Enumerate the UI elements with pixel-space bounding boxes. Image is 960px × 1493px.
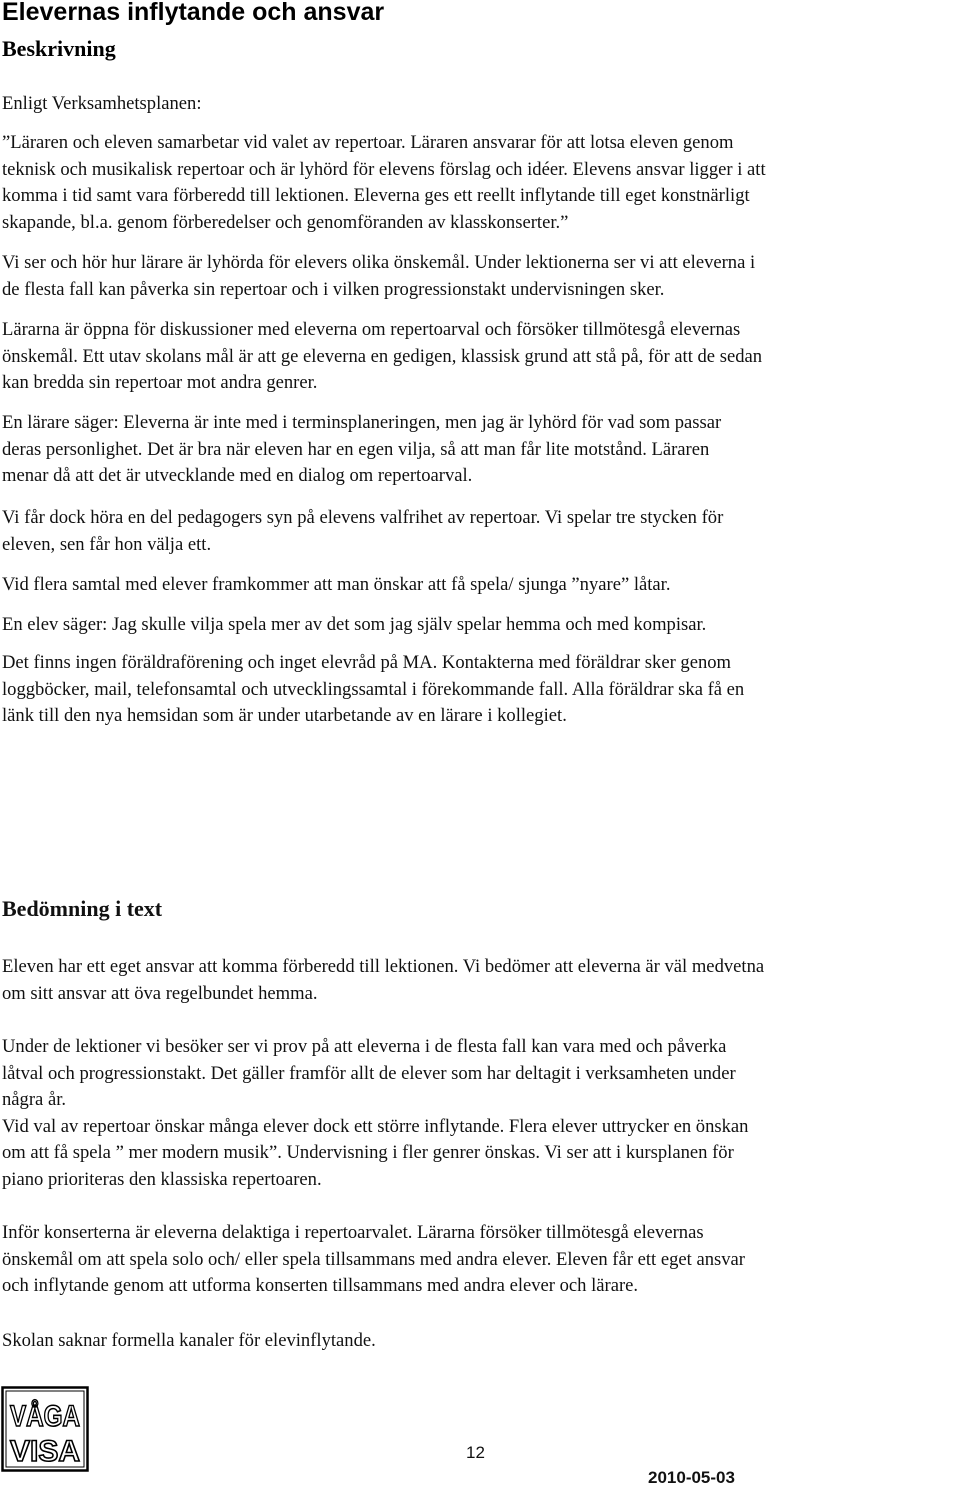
paragraph-student-quote: En elev säger: Jag skulle vilja spela mer av det som jag själv spelar hemma och med kompisar. — [2, 614, 707, 635]
page-title: Elevernas inflytande och ansvar — [2, 0, 385, 26]
paragraph-observations: Vi ser och hör hur lärare är lyhörda för elevers olika önskemål. Under lektionerna ser vi att eleverna i de flesta fall kan påverka sin repertoar och i vilken progressionstakt undervisningen sker. — [2, 252, 756, 300]
section-heading-beskrivning: Beskrivning — [2, 36, 116, 61]
paragraph-parents: Det finns ingen föräldraförening och inget elevråd på MA. Kontakterna med föräldrar sker genom loggböcker, mail, telefonsamtal och utvecklingssamtal i förekommande fall. Alla föräldrar ska få en länk till den nya hemsidan som är under utarbetande av en lärare i kollegiet. — [2, 652, 745, 726]
paragraph-pedagogues: Vi får dock höra en del pedagogers syn på elevens valfrihet av repertoar. Vi spelar tre stycken för eleven, sen får hon välja ett. — [2, 507, 724, 555]
assessment-paragraph-1: Eleven har ett eget ansvar att komma förberedd till lektionen. Vi bedömer att eleverna är väl medvetna om sitt ansvar att öva regelbundet hemma. — [2, 956, 765, 1004]
assessment-paragraph-2: Under de lektioner vi besöker ser vi prov på att eleverna i de flesta fall kan vara med och påverka låtval och progressionstakt. Det gäller framför allt de elever som har deltagit i verksamheten under några år. Vid val av repertoar önskar många elever dock ett större inflytande. Flera elever uttrycker en önskan om att få spela ” mer modern musik”. Undervisning i fler genrer önskas. Vi ser att i kursplanen för piano prioriteras den klassiska repertoaren. — [2, 1036, 749, 1190]
paragraph-teacher-quote: En lärare säger: Eleverna är inte med i terminsplaneringen, men jag är lyhörd för vad som passar deras personlighet. Det är bra när eleven har en egen vilja, så att man får lite motstånd. Läraren menar då att det är utvecklande med en dialog om repertoarval. — [2, 412, 722, 486]
vaga-visa-logo — [1, 1386, 89, 1472]
paragraph-student-talks: Vid flera samtal med elever framkommer att man önskar att få spela/ sjunga ”nyare” låtar. — [2, 574, 671, 595]
page-number: 12 — [466, 1443, 485, 1462]
assessment-paragraph-4: Skolan saknar formella kanaler för elevinflytande. — [2, 1330, 376, 1351]
paragraph-teachers-open: Lärarna är öppna för diskussioner med eleverna om repertoarval och försöker tillmötesgå elevernas önskemål. Ett utav skolans mål är att ge eleverna en gedigen, klassisk grund att stå på, för att de sedan kan bredda sin repertoar mot andra genrer. — [2, 319, 763, 393]
intro-text: Enligt Verksamhetsplanen: — [2, 93, 202, 114]
quote-paragraph: ”Läraren och eleven samarbetar vid valet av repertoar. Läraren ansvarar för att lotsa eleven genom teknisk och musikalisk repertoar och är lyhörd för elevens förslag och idéer. Elevens ansvar ligger i att komma i tid samt vara förberedd till lektionen. Eleverna ges ett reellt inflytande till eget konstnärligt skapande, bl.a. genom förberedelser och genomföranden av klasskonserter.” — [2, 132, 766, 233]
svg-text:VISA: VISA — [10, 1435, 80, 1468]
svg-text:VÅGA: VÅGA — [10, 1400, 80, 1433]
assessment-paragraph-3: Inför konserterna är eleverna delaktiga i repertoarvalet. Lärarna försöker tillmötesgå elevernas önskemål om att spela solo och/ eller spela tillsammans med andra elever. Eleven får ett eget ansvar och inflytande genom att utforma konserten tillsammans med andra elever och lärare. — [2, 1222, 745, 1296]
document-date: 2010-05-03 — [648, 1468, 735, 1487]
section-heading-bedomning: Bedömning i text — [2, 896, 163, 921]
